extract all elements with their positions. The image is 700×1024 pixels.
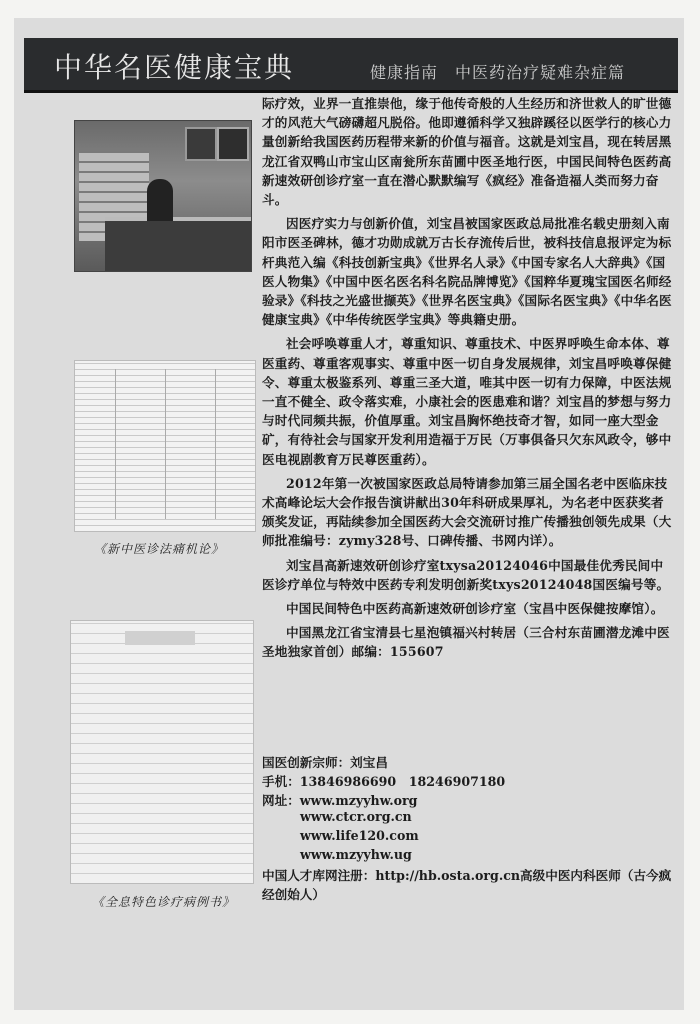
document-caption-2: 《全息特色诊疗病例书》 (92, 895, 236, 909)
founder-line: 国医创新宗师：刘宝昌 (262, 755, 388, 770)
desk (105, 221, 251, 271)
phone-numbers: 13846986690 18246907180 (299, 774, 506, 789)
paragraph: 中国民间特色中医药高新速效研创诊疗室（宝昌中医保健按摩馆）。 (286, 601, 664, 617)
paragraph: 社会呼唤尊重人才，尊重知识、尊重技术、中医界呼唤生命本体、尊医重药、尊重客观事实、尊重中医一切自身发展规律，刘宝昌呼唤尊保健令、尊重太极鉴系列、尊重三圣大道，唯其中医一切有力保障，中医法规一直不健全、政令落实难，小康社会的医患难和谐？刘宝昌的梦想与努力与时代同频共振，价值厚重。刘宝昌胸怀绝技奇才智，如同一座大型金矿，有待社会与国家开发利用造福于万民（万事俱备只欠东风政令，够中医电视剧教育万民尊医重药）。 (262, 336, 672, 467)
paragraph: 际疗效，业界一直推崇他，缘于他传奇般的人生经历和济世救人的旷世德才的风范大气磅礴超凡脱俗。他即遵循科学又独辟蹊径以医学行的核心力量创新给我国医药历程带来新的价值与福音。这就是刘宝昌，现在转居黑龙江省双鸭山市宝山区南瓮所东苗圃中医圣地行医，中国民间特色医药高新速效研创诊疗室一直在潜心默默编写《疯经》准备造福人类而努力奋斗。 (262, 96, 672, 208)
doctor-figure (147, 179, 173, 227)
table-column-line (215, 369, 216, 519)
paragraph: 刘宝昌高新速效研创诊疗室txysa20124046中国最佳优秀民间中医诊疗单位与特效中医药专利发明创新奖txys20124048国医编号等。 (262, 557, 670, 592)
phone-line (262, 771, 505, 790)
paragraph: 中国黑龙江省宝清县七星泡镇福兴村转居（三合村东苗圃潜龙滩中医圣地独家首创）邮编：155607 (262, 625, 670, 660)
document-image-1 (74, 360, 256, 532)
masthead-subtitle: 健康指南 中医药治疗疑难杂症篇 (370, 63, 626, 82)
table-column-line (115, 369, 116, 519)
article-body (262, 94, 672, 667)
website-link[interactable]: www.mzyyhw.org (299, 793, 418, 808)
table-column-line (165, 369, 166, 519)
website-label: 网址： (262, 793, 300, 808)
registry-line: 中国人才库网注册：http://hb.osta.org.cn高级中医内科医师（古今疯经创始人） (262, 868, 672, 902)
paragraph: 2012年第一次被国家医政总局特请参加第三届全国名老中医临床技术高峰论坛大会作报告演讲献出30年科研成果厚礼，为名老中医获奖者颁奖发证，再陆续参加全国医药大会交流研讨推广传播独创领先成果（大师批准编号：zymy328号、口碑传播、书网内详）。 (262, 475, 672, 549)
website-link[interactable]: www.life120.com (300, 828, 419, 843)
form-header (125, 631, 195, 645)
masthead-title: 中华名医健康宝典 (54, 51, 295, 84)
website-line (262, 790, 418, 809)
document-image-2 (70, 620, 254, 884)
phone-label: 手机： (262, 774, 300, 789)
document-caption-1: 《新中医诊法痛机论》 (94, 542, 225, 556)
website-link[interactable]: www.ctcr.org.cn (300, 809, 412, 824)
paragraph: 因医疗实力与创新价值，刘宝昌被国家医政总局批准名载史册刻入南阳市医圣碑林，德才功勋成就万古长存流传后世，被科技信息报评定为标杆典范入编《科技创新宝典》《世界名人录》《中国专家名人大辞典》《国医人物集》《中国中医名医名科名院品牌博览》《国粹华夏瑰宝国医名师经验录》《科技之光盛世撷英》《世界名医宝典》《国际名医宝典》《中华名医健康宝典》《中华传统医学宝典》等典籍史册。 (262, 216, 672, 328)
masthead-banner (24, 38, 678, 93)
wall-certificate (217, 127, 249, 161)
wall-certificate (185, 127, 217, 161)
website-link[interactable]: www.mzyyhw.ug (300, 847, 412, 862)
clinic-photo (74, 120, 252, 272)
